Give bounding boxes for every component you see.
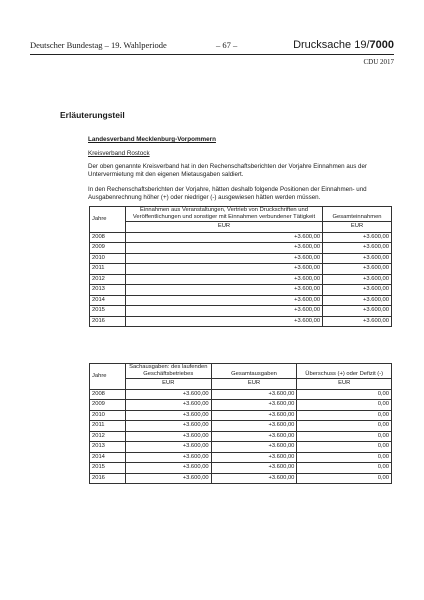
table2-header-col2: Gesamtausgaben: [211, 364, 297, 379]
value-cell: +3.600,00: [211, 410, 297, 421]
value-cell: 0,00: [297, 421, 392, 432]
value-cell: 0,00: [297, 452, 392, 463]
table-row: [90, 295, 392, 306]
value-cell: +3.600,00: [125, 410, 211, 421]
value-cell: +3.600,00: [323, 295, 392, 306]
value-cell: +3.600,00: [125, 232, 322, 243]
section-title: Erläuterungsteil: [60, 110, 125, 120]
value-cell: +3.600,00: [323, 253, 392, 264]
value-cell: 0,00: [297, 400, 392, 411]
table2-unit-col2: EUR: [211, 379, 297, 390]
value-cell: +3.600,00: [211, 389, 297, 400]
paragraph-1: Der oben genannte Kreisverband hat in den Rechenschaftsberichten der Vorjahre Einnahmen aus der Untervermietung mit den eigenen Mietausgaben saldiert.: [88, 163, 367, 178]
kreisverband-heading: Kreisverband Rostock: [88, 150, 150, 157]
page-header: [30, 30, 394, 55]
year-cell: 2008: [90, 232, 126, 243]
table-row: [90, 431, 392, 442]
year-cell: 2013: [90, 285, 126, 296]
value-cell: +3.600,00: [323, 285, 392, 296]
value-cell: +3.600,00: [125, 473, 211, 484]
table-row: [90, 389, 392, 400]
table1-header-col2: Gesamteinnahmen: [323, 207, 392, 222]
year-cell: 2010: [90, 410, 126, 421]
document-number-value: 7000: [369, 39, 394, 51]
value-cell: +3.600,00: [125, 285, 322, 296]
value-cell: +3.600,00: [125, 400, 211, 411]
table-row: [90, 463, 392, 474]
year-cell: 2014: [90, 295, 126, 306]
table1-unit-col1: EUR: [125, 222, 322, 233]
value-cell: 0,00: [297, 442, 392, 453]
value-cell: +3.600,00: [125, 442, 211, 453]
year-cell: 2013: [90, 442, 126, 453]
table-row: [90, 243, 392, 254]
value-cell: 0,00: [297, 389, 392, 400]
value-cell: +3.600,00: [125, 316, 322, 327]
value-cell: +3.600,00: [211, 463, 297, 474]
value-cell: +3.600,00: [125, 306, 322, 317]
year-cell: 2011: [90, 264, 126, 275]
table-row: [90, 452, 392, 463]
value-cell: +3.600,00: [125, 253, 322, 264]
value-cell: 0,00: [297, 410, 392, 421]
table-row: [90, 421, 392, 432]
value-cell: +3.600,00: [125, 295, 322, 306]
year-cell: 2008: [90, 389, 126, 400]
value-cell: +3.600,00: [125, 264, 322, 275]
value-cell: +3.600,00: [125, 463, 211, 474]
table-row: [90, 306, 392, 317]
table2-unit-col1: EUR: [125, 379, 211, 390]
table1-unit-col2: EUR: [323, 222, 392, 233]
value-cell: +3.600,00: [125, 452, 211, 463]
table1-header-year: Jahre: [90, 207, 126, 233]
income-table: [89, 206, 392, 327]
value-cell: +3.600,00: [125, 421, 211, 432]
table-row: [90, 232, 392, 243]
table-row: [90, 316, 392, 327]
value-cell: 0,00: [297, 473, 392, 484]
document-number-prefix: Drucksache 19/: [293, 39, 370, 51]
value-cell: +3.600,00: [125, 389, 211, 400]
table-row: [90, 473, 392, 484]
value-cell: +3.600,00: [323, 316, 392, 327]
value-cell: 0,00: [297, 463, 392, 474]
year-cell: 2016: [90, 473, 126, 484]
value-cell: +3.600,00: [211, 431, 297, 442]
year-cell: 2009: [90, 400, 126, 411]
year-cell: 2014: [90, 452, 126, 463]
value-cell: +3.600,00: [211, 400, 297, 411]
value-cell: +3.600,00: [125, 243, 322, 254]
value-cell: +3.600,00: [323, 274, 392, 285]
table-row: [90, 442, 392, 453]
table-row: [90, 253, 392, 264]
table2-header-year: Jahre: [90, 364, 126, 390]
value-cell: +3.600,00: [323, 243, 392, 254]
table2-header-col3: Überschuss (+) oder Defizit (-): [297, 364, 392, 379]
value-cell: 0,00: [297, 431, 392, 442]
value-cell: +3.600,00: [323, 264, 392, 275]
year-cell: 2016: [90, 316, 126, 327]
paragraph-2: In den Rechenschaftsberichten der Vorjahre, hätten deshalb folgende Positionen der Einnahmen- und Ausgabenrechnung höher (+) oder niedriger (-) ausgewiesen hätten werden müssen.: [88, 186, 367, 201]
header-sub: CDU 2017: [363, 58, 394, 66]
table-row: [90, 274, 392, 285]
table-row: [90, 264, 392, 275]
header-left: Deutscher Bundestag – 19. Wahlperiode: [30, 40, 167, 50]
value-cell: +3.600,00: [323, 232, 392, 243]
value-cell: +3.600,00: [125, 274, 322, 285]
year-cell: 2010: [90, 253, 126, 264]
table-row: [90, 285, 392, 296]
year-cell: 2011: [90, 421, 126, 432]
year-cell: 2009: [90, 243, 126, 254]
table-row: [90, 410, 392, 421]
table2-header-col1: Sachausgaben: des laufenden Geschäftsbetriebes: [125, 364, 211, 379]
value-cell: +3.600,00: [211, 452, 297, 463]
value-cell: +3.600,00: [323, 306, 392, 317]
value-cell: +3.600,00: [125, 431, 211, 442]
table2-unit-col3: EUR: [297, 379, 392, 390]
year-cell: 2012: [90, 431, 126, 442]
page-number: – 67 –: [216, 40, 238, 50]
table1-header-col1: Einnahmen aus Veranstaltungen, Vertrieb von Druckschriften und Veröffentlichungen und sonstiger mit Einnahmen verbundener Tätigkeit: [125, 207, 322, 222]
value-cell: +3.600,00: [211, 442, 297, 453]
value-cell: +3.600,00: [211, 473, 297, 484]
year-cell: 2015: [90, 463, 126, 474]
value-cell: +3.600,00: [211, 421, 297, 432]
landesverband-heading: Landesverband Mecklenburg-Vorpommern: [88, 136, 216, 143]
expense-table: [89, 363, 392, 484]
year-cell: 2012: [90, 274, 126, 285]
year-cell: 2015: [90, 306, 126, 317]
table-row: [90, 400, 392, 411]
document-number: [293, 39, 394, 51]
